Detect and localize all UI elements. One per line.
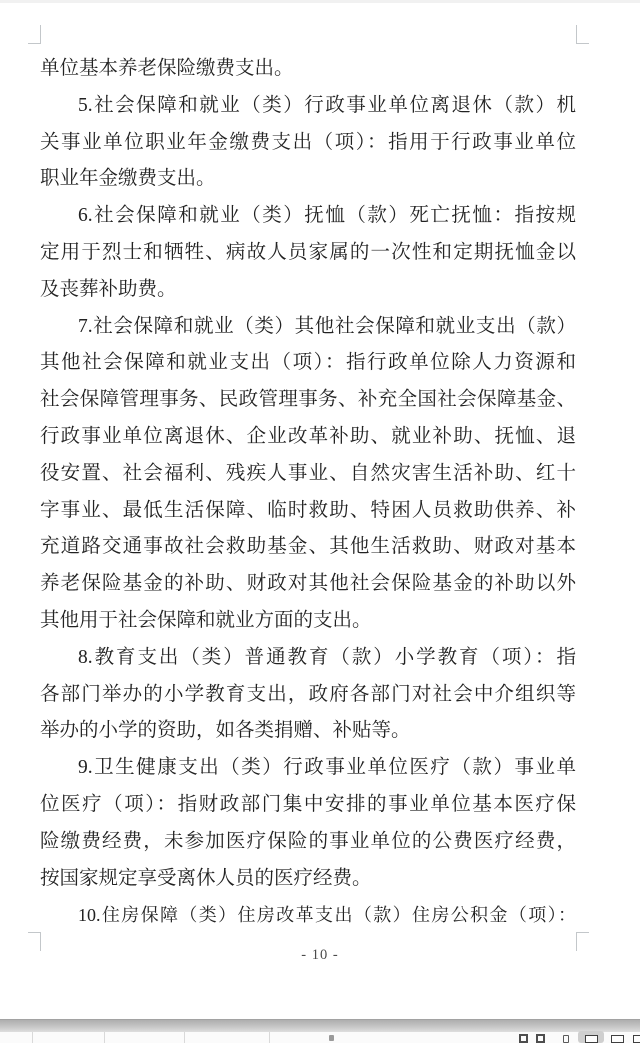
status-divider xyxy=(184,1032,185,1043)
page-number: - 10 - xyxy=(301,947,339,963)
document-line: 险缴费经费，未参加医疗保险的事业单位的公费医疗经费， xyxy=(40,830,576,852)
read-mode-view-icon[interactable] xyxy=(633,1035,640,1043)
document-line: 按国家规定享受离休人员的医疗经费。 xyxy=(40,867,372,889)
document-line: 养老保险基金的补助、财政对其他社会保险基金的补助以外 xyxy=(40,573,576,595)
text-boundary-mark-top-left-icon xyxy=(28,25,41,44)
pen-icon[interactable] xyxy=(563,1035,569,1043)
document-line: 各部门举办的小学教育支出，政府各部门对社会中介组织等 xyxy=(40,683,576,705)
document-line: 及丧葬补助费。 xyxy=(40,278,177,300)
status-dot-icon[interactable] xyxy=(329,1035,334,1041)
text-boundary-mark-top-right-icon xyxy=(576,25,589,44)
status-divider xyxy=(104,1032,105,1043)
document-line: 行政事业单位离退休、企业改革补助、就业补助、抚恤、退 xyxy=(40,425,576,447)
document-line: 社会保障管理事务、民政管理事务、补充全国社会保障基金、 xyxy=(40,389,576,411)
document-line: 9.卫生健康支出（类）行政事业单位医疗（款）事业单 xyxy=(78,757,576,779)
document-line: 举办的小学的资助，如各类捐赠、补贴等。 xyxy=(40,720,411,742)
document-line: 役安置、社会福利、残疾人事业、自然灾害生活补助、红十 xyxy=(40,462,576,484)
status-divider xyxy=(32,1032,33,1043)
document-line: 6.社会保障和就业（类）抚恤（款）死亡抚恤：指按规 xyxy=(78,205,576,227)
web-layout-view-icon[interactable] xyxy=(611,1035,624,1043)
document-line: 位医疗（项）：指财政部门集中安排的事业单位基本医疗保 xyxy=(40,793,576,815)
document-line: 字事业、最低生活保障、临时救助、特困人员救助供养、补 xyxy=(40,499,576,521)
horizontal-scrollbar[interactable] xyxy=(0,1019,640,1032)
document-line: 7.社会保障和就业（类）其他社会保障和就业支出（款） xyxy=(78,315,576,337)
document-line: 8.教育支出（类）普通教育（款）小学教育（项）：指 xyxy=(78,646,576,668)
document-line: 定用于烈士和牺牲、病故人员家属的一次性和定期抚恤金以 xyxy=(40,241,576,263)
document-line: 关事业单位职业年金缴费支出（项）：指用于行政事业单位 xyxy=(40,131,576,153)
document-line: 充道路交通事故社会救助基金、其他生活救助、财政对基本 xyxy=(40,536,576,558)
document-line: 5.社会保障和就业（类）行政事业单位离退休（款）机 xyxy=(78,94,576,116)
document-page xyxy=(40,51,576,934)
print-layout-view-icon xyxy=(585,1035,598,1043)
status-divider xyxy=(269,1032,270,1043)
document-line: 职业年金缴费支出。 xyxy=(40,168,216,190)
document-line: 其他社会保障和就业支出（项）：指行政单位除人力资源和 xyxy=(40,352,576,374)
window-top-edge xyxy=(0,0,640,3)
zoom-control-icon[interactable] xyxy=(519,1034,528,1043)
zoom-control-icon[interactable] xyxy=(536,1034,545,1043)
document-line: 单位基本养老保险缴费支出。 xyxy=(40,58,294,79)
document-line: 10.住房保障（类）住房改革支出（款）住房公积金（项）： xyxy=(78,905,576,926)
document-line: 其他用于社会保障和就业方面的支出。 xyxy=(40,609,372,631)
